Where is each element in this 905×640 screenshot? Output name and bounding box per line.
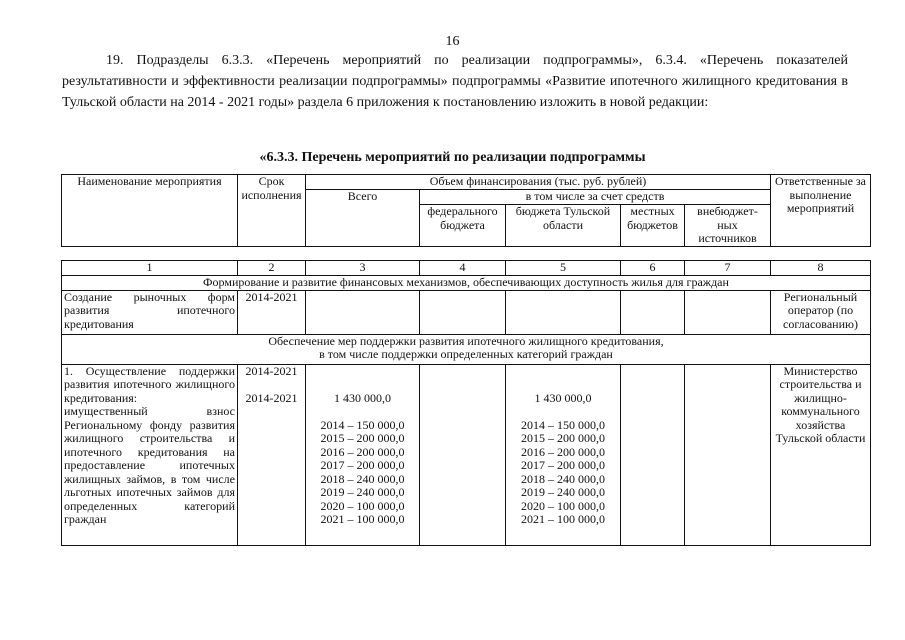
year-amount-regional: 2014 – 150 000,0 <box>521 417 605 432</box>
year-amount-total: 2014 – 150 000,0 <box>320 417 405 432</box>
year-amount-total: 2015 – 200 000,0 <box>320 431 405 445</box>
row1-name: 1. Осуществление поддержки развития ипотечного жилищного кредитования: <box>64 364 235 405</box>
table-row <box>62 364 871 545</box>
section2-title-line2: в том числе поддержки определенных категорий граждан <box>319 347 613 361</box>
header-total: Всего <box>306 190 420 247</box>
column-number: 6 <box>621 261 685 276</box>
page-number: 16 <box>445 34 460 49</box>
year-amount-total: 2020 – 100 000,0 <box>320 498 405 513</box>
year-amount-regional: 2017 – 200 000,0 <box>521 458 605 472</box>
header-including: в том числе за счет средств <box>420 190 771 205</box>
year-amount-regional: 2021 – 100 000,0 <box>521 512 605 526</box>
column-number: 3 <box>306 261 420 276</box>
section2-row-name <box>62 364 238 545</box>
section2-row-responsible: Министерство строительства и жилищно-коммунального хозяйства Тульской области <box>771 364 871 545</box>
column-number: 8 <box>771 261 871 276</box>
table-body <box>61 260 871 546</box>
table-row <box>62 261 871 276</box>
section-title: «6.3.3. Перечень мероприятий по реализации подпрограммы <box>259 150 646 165</box>
section1-title: Формирование и развитие финансовых механизмов, обеспечивающих доступность жилья для граждан <box>62 275 871 290</box>
section1-row-term: 2014-2021 <box>238 290 306 334</box>
year-amount-total: 2019 – 240 000,0 <box>320 485 405 499</box>
year-amount-regional: 2015 – 200 000,0 <box>521 431 605 445</box>
section2-row-total <box>306 364 420 545</box>
section2-row-term <box>238 364 306 545</box>
year-amount-total: 2017 – 200 000,0 <box>320 458 405 472</box>
header-regional: бюджета Тульской области <box>506 205 621 247</box>
table-row <box>62 290 871 334</box>
year-amount-regional: 2019 – 240 000,0 <box>521 485 605 499</box>
section1-row-name: Создание рыночных форм развития ипотечного кредитования <box>62 290 238 334</box>
header-financing: Объем финансирования (тыс. руб. рублей) <box>306 175 771 190</box>
header-responsible: Ответственные за выполнение мероприятий <box>771 175 871 247</box>
section2-title <box>62 334 871 364</box>
section2-row-regional <box>506 364 621 545</box>
table-row <box>62 275 871 290</box>
row2-term: 2014-2021 <box>245 390 298 405</box>
column-number: 7 <box>685 261 771 276</box>
header-extra: внебюджет-ных источников <box>685 205 771 247</box>
table-row <box>62 334 871 364</box>
header-local: местных бюджетов <box>621 205 685 247</box>
row2-regional: 1 430 000,0 <box>534 390 592 405</box>
column-number: 4 <box>420 261 506 276</box>
table-header <box>61 174 871 247</box>
year-amount-regional: 2020 – 100 000,0 <box>521 498 605 513</box>
column-number: 2 <box>238 261 306 276</box>
column-number: 5 <box>506 261 621 276</box>
row1-term: 2014-2021 <box>245 364 298 378</box>
header-term: Срок исполнения <box>238 175 306 247</box>
year-amount-total: 2021 – 100 000,0 <box>320 512 405 526</box>
intro-paragraph: 19. Подразделы 6.3.3. «Перечень мероприятий по реализации подпрограммы», 6.3.4. «Перечень показателей результативности и эффективности реализации подпрограммы» подпрограммы «Развитие ипотечного жилищного кредитования в Тульской области на 2014 - 2021 годы» раздела 6 приложения к постановлению изложить в новой редакции: <box>62 53 848 110</box>
year-amount-regional: 2018 – 240 000,0 <box>521 471 605 486</box>
header-name: Наименование мероприятия <box>62 175 238 247</box>
section2-title-line1: Обеспечение мер поддержки развития ипотечного жилищного кредитования, <box>268 334 664 348</box>
column-number: 1 <box>62 261 238 276</box>
header-federal: федерального бюджета <box>420 205 506 247</box>
year-amount-total: 2016 – 200 000,0 <box>320 444 405 459</box>
row2-total: 1 430 000,0 <box>334 390 391 405</box>
row2-name: имущественный взнос Региональному фонду развития жилищного строительства и ипотечного кредитования на предоставление ипотечных жилищных займов, в том числе льготных ипотечных займов для определенных категорий граждан <box>64 404 235 526</box>
year-amount-regional: 2016 – 200 000,0 <box>521 444 605 459</box>
section1-row-responsible: Региональный оператор (по согласованию) <box>771 290 871 334</box>
year-amount-total: 2018 – 240 000,0 <box>320 471 405 486</box>
